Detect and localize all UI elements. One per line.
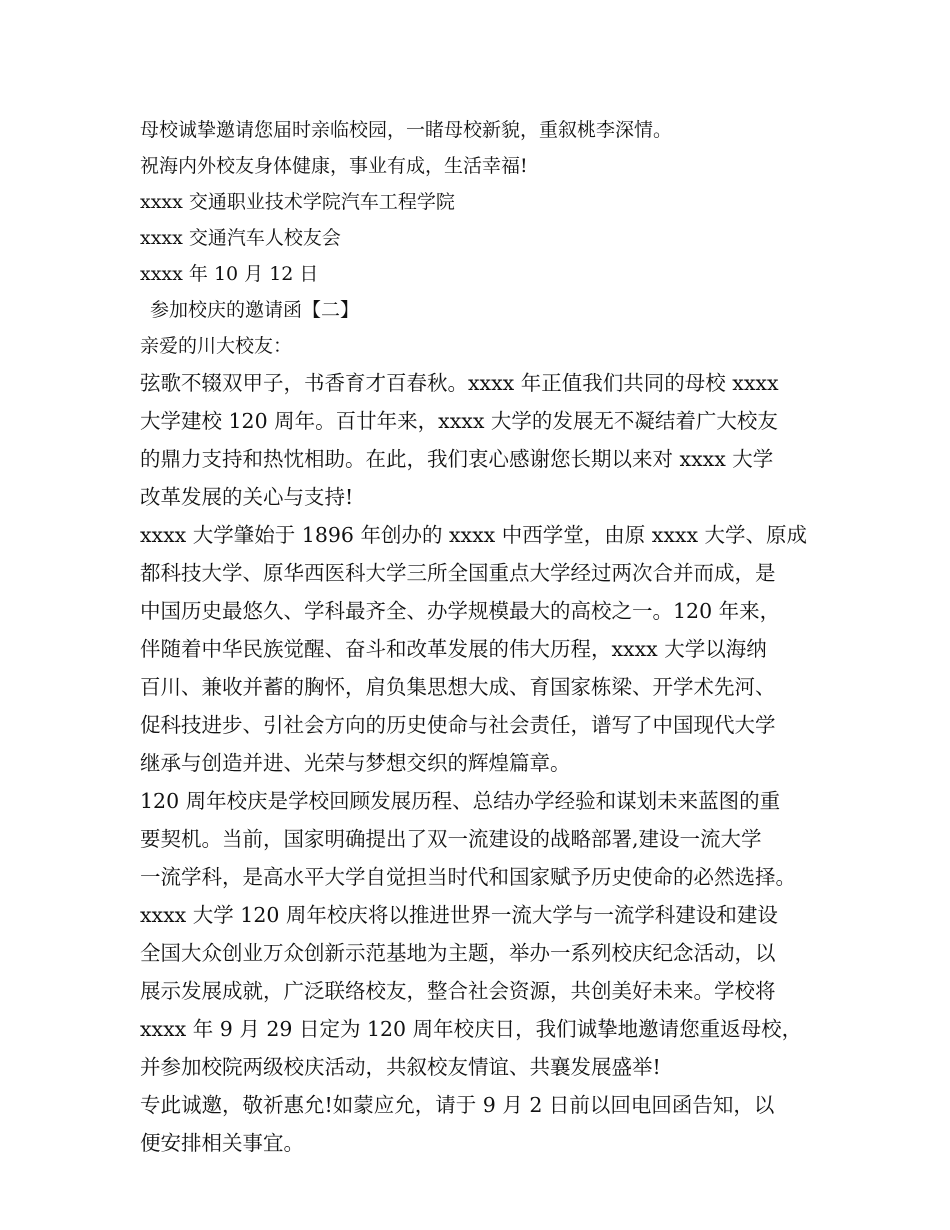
body-line: 大学建校 120 周年。百廿年来，xxxx 大学的发展无不凝结着广大校友 (140, 409, 778, 433)
invitation-closing-line: 母校诚挚邀请您届时亲临校园，一睹母校新貌，重叙桃李深情。 (140, 119, 673, 141)
document-page (140, 112, 830, 1162)
body-line: 的鼎力支持和热忱相助。在此，我们衷心感谢您长期以来对 xxxx 大学 (140, 447, 774, 471)
body-line: 并参加校院两级校庆活动，共叙校友情谊、共襄发展盛举! (140, 1055, 661, 1079)
body-line: 展示发展成就，广泛联络校友，整合社会资源，共创美好未来。学校将 (140, 979, 776, 1003)
body-line: 百川、兼收并蓄的胸怀，肩负集思想大成、育国家栋梁、开学术先河、 (140, 675, 776, 699)
body-line: 伴随着中华民族觉醒、奋斗和改革发展的伟大历程，xxxx 大学以海纳 (140, 637, 767, 661)
body-line: 改革发展的关心与支持! (140, 485, 354, 509)
section-heading: 参加校庆的邀请函【二】 (150, 299, 360, 321)
body-line: 促科技进步、引社会方向的历史使命与社会责任，谱写了中国现代大学 (140, 713, 776, 737)
body-line: 全国大众创业万众创新示范基地为主题，举办一系列校庆纪念活动，以 (140, 941, 776, 965)
body-line: 便安排相关事宜。 (140, 1131, 304, 1155)
body-line: 都科技大学、原华西医科大学三所全国重点大学经过两次合并而成，是 (140, 561, 776, 585)
signature-date: xxxx 年 10 月 12 日 (140, 263, 319, 285)
body-line: xxxx 大学肇始于 1896 年创办的 xxxx 中西学堂，由原 xxxx 大学、原成 (140, 523, 808, 547)
body-line: 要契机。当前，国家明确提出了双一流建设的战略部署,建设一流大学 (140, 827, 762, 851)
blessing-line: 祝海内外校友身体健康，事业有成，生活幸福! (140, 155, 528, 177)
body-line: xxxx 大学 120 周年校庆将以推进世界一流大学与一流学科建设和建设 (140, 903, 778, 927)
body-line: xxxx 年 9 月 29 日定为 120 周年校庆日，我们诚挚地邀请您重返母校， (140, 1017, 803, 1041)
body-line: 中国历史最悠久、学科最齐全、办学规模最大的高校之一。120 年来， (140, 599, 781, 623)
body-line: 专此诚邀，敬祈惠允!如蒙应允，请于 9 月 2 日前以回电回函告知，以 (140, 1093, 775, 1117)
body-line: 弦歌不辍双甲子，书香育才百春秋。xxxx 年正值我们共同的母校 xxxx (140, 371, 779, 395)
body-line: 继承与创造并进、光荣与梦想交织的辉煌篇章。 (140, 751, 571, 775)
signature-alumni-association: xxxx 交通汽车人校友会 (140, 227, 341, 249)
salutation: 亲爱的川大校友： (140, 335, 293, 357)
signature-college: xxxx 交通职业技术学院汽车工程学院 (140, 191, 455, 213)
body-line: 120 周年校庆是学校回顾发展历程、总结办学经验和谋划未来蓝图的重 (140, 789, 781, 813)
body-line: 一流学科，是高水平大学自觉担当时代和国家赋予历史使命的必然选择。 (140, 865, 796, 889)
